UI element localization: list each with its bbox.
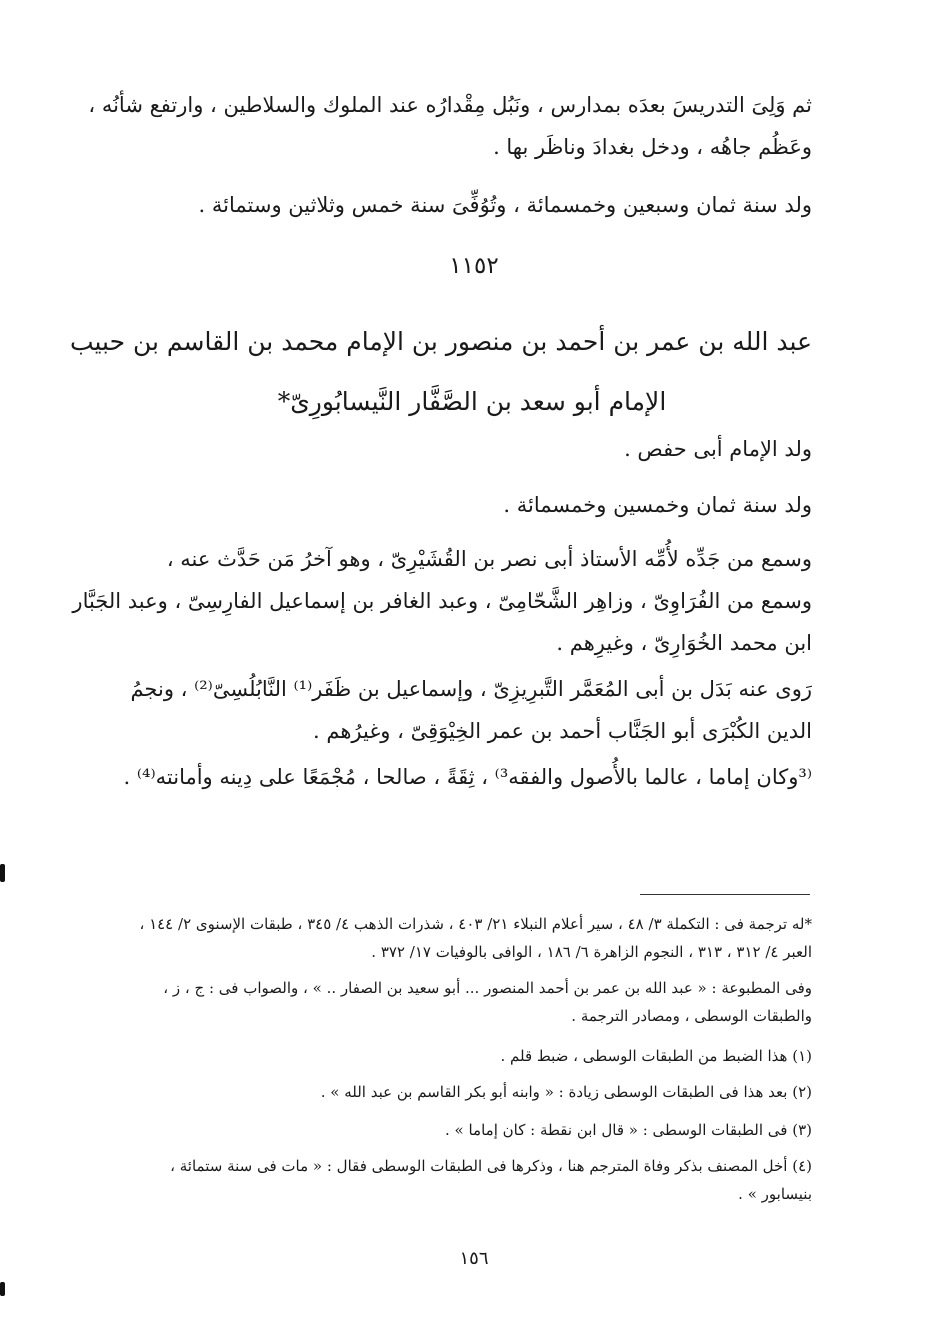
paragraph-son-of <box>132 428 812 470</box>
text-line: ⁽³وكان إماما ، عالما بالأُصول والفقه³⁾ ، ثِقَةً ، صالحا ، مُجْمَعًا على دِينه وأمانته⁽⁴⁾ . <box>123 765 812 789</box>
footnote-line: والطبقات الوسطى ، ومصادر الترجمة . <box>571 1007 812 1025</box>
paragraph-teaching <box>88 84 812 168</box>
footnote-sources <box>132 910 812 966</box>
text-line: ولد الإمام أبى حفص . <box>624 437 812 461</box>
paragraph-students <box>132 668 812 752</box>
title-line: عبد الله بن عمر بن أحمد بن منصور بن الإمام محمد بن القاسم بن حبيب <box>69 327 812 356</box>
paragraph-birth <box>132 484 812 526</box>
footnote-line: *له ترجمة فى : التكملة ٣/ ٤٨ ، سير أعلام النبلاء ٢١/ ٤٠٣ ، شذرات الذهب ٤/ ٣٤٥ ، طبقات الإسنوى ٢/ ١٤٤ ، <box>139 915 812 933</box>
footnote-line: (١) هذا الضبط من الطبقات الوسطى ، ضبط قلم . <box>500 1047 812 1065</box>
title-line: الإمام أبو سعد بن الصَّفَّار النَّيسابُورِىّ* <box>277 387 667 416</box>
footnote-divider <box>640 894 810 895</box>
paragraph-character <box>123 756 812 798</box>
page-number: ١٥٦ <box>459 1248 489 1269</box>
footnote-line: (٢) بعد هذا فى الطبقات الوسطى زيادة : « وابنه أبو بكر القاسم بن عبد الله » . <box>320 1083 812 1101</box>
footnote-line: (٣) فى الطبقات الوسطى : « قال ابن نقطة : كان إماما » . <box>445 1121 812 1139</box>
paragraph-teachers <box>72 538 812 664</box>
footnote-2 <box>132 1078 812 1106</box>
text-line: وعَظُم جاهُه ، ودخل بغدادَ وناظَر بها . <box>493 135 812 159</box>
scan-margin-mark <box>0 1282 5 1296</box>
text-line: وسمع من الفُرَاوِىّ ، وزاهِر الشَّحّامِىّ ، وعبد الغافر بن إسماعيل الفارِسِىّ ، وعبد الجَبَّار <box>72 589 812 613</box>
footnote-line: وفى المطبوعة : « عبد الله بن عمر بن أحمد المنصور ... أبو سعيد بن الصفار .. » ، والصواب فى : ج ، ز ، <box>163 979 812 997</box>
text-line: وسمع من جَدِّه لأُمِّه الأستاذ أبى نصر بن القُشَيْرِىّ ، وهو آخرُ مَن حَدَّث عنه ، <box>166 547 812 571</box>
text-line: ثم وَلِىَ التدريسَ بعدَه بمدارس ، ونَبُل مِقْدارُه عند الملوك والسلاطين ، وارتفع شأنُه ، <box>88 93 812 117</box>
scan-margin-mark <box>0 864 5 882</box>
text-line: ابن محمد الخُوَارِىّ ، وغيرِهم . <box>556 631 812 655</box>
entry-number: ١١٥٢ <box>449 253 499 279</box>
text-line: ولد سنة ثمان وخمسين وخمسمائة . <box>503 493 812 517</box>
text-line: رَوى عنه بَدَل بن أبى المُعَمَّر التَّبرِيزِىّ ، وإسماعيل بن ظَفَر⁽¹⁾ النَّابُلُسِىّ⁽²⁾ ، ونجمُ <box>130 677 812 701</box>
paragraph-birth-death <box>132 184 812 226</box>
footnote-line: (٤) أخل المصنف بذكر وفاة المترجم هنا ، وذكرها فى الطبقات الوسطى فقال : « مات فى سنة ستمائة ، <box>170 1157 812 1175</box>
text-line: الدين الكُبْرَى أبو الجَنَّاب أحمد بن عمر الخِيْوَقِىّ ، وغيرُهم . <box>313 719 812 743</box>
footnote-line: بنيسابور » . <box>738 1185 812 1203</box>
entry-title <box>69 312 812 432</box>
footnote-4 <box>132 1152 812 1208</box>
footnote-printed-edition <box>132 974 812 1030</box>
footnote-3 <box>132 1116 812 1144</box>
text-line: ولد سنة ثمان وسبعين وخمسمائة ، وتُوُفِّىَ سنة خمس وثلاثين وستمائة . <box>198 193 812 217</box>
footnote-1 <box>132 1042 812 1070</box>
footnote-line: العبر ٤/ ٣١٢ ، ٣١٣ ، النجوم الزاهرة ٦/ ١٨٦ ، الوافى بالوفيات ١٧/ ٣٧٢ . <box>371 943 812 961</box>
